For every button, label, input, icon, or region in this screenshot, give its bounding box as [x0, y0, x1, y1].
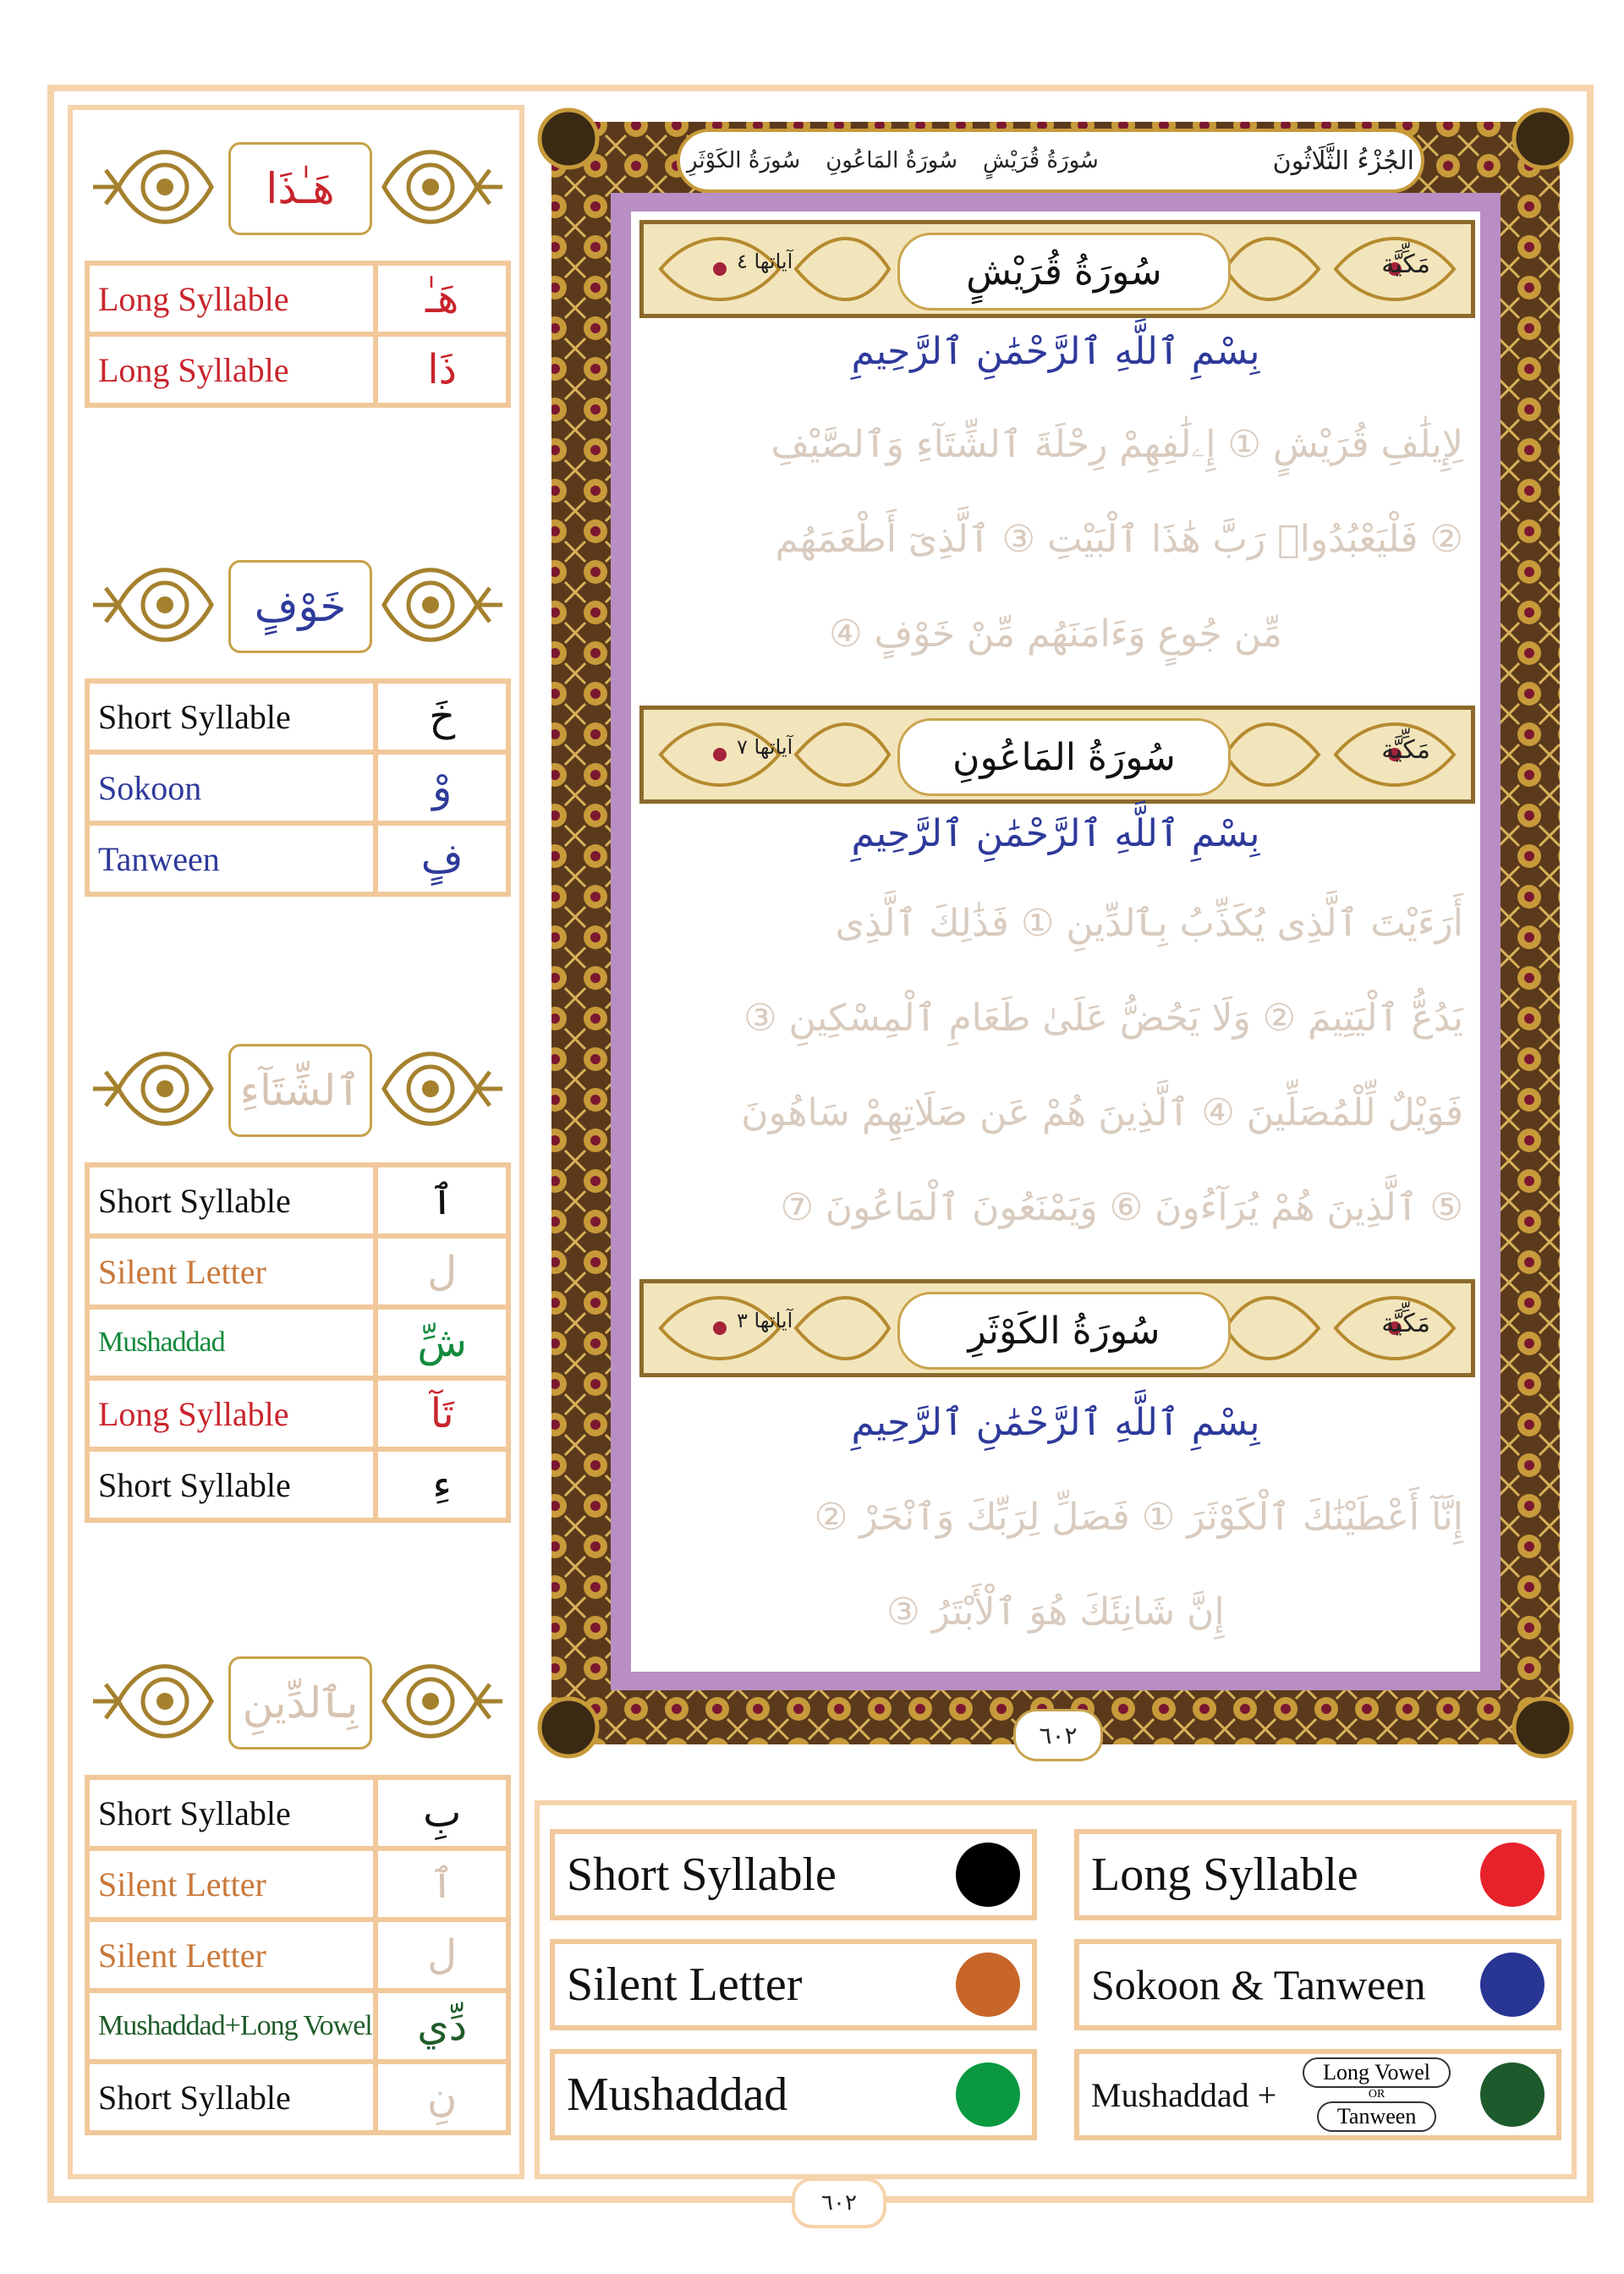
surah-ayat-count: آياتها ٧	[737, 735, 793, 759]
header-surah: سُورَةُ المَاعُونِ	[826, 148, 957, 173]
ayah-line: إِنَّ شَانِئَكَ هُوَ ٱلْأَبْتَرُ ③	[886, 1590, 1225, 1634]
word-header	[85, 1638, 511, 1765]
arabesque-ornament-icon	[376, 1638, 511, 1765]
syllable-letter: ءِ	[376, 1449, 508, 1520]
syllable-label: Long Syllable	[87, 1378, 376, 1449]
surah-name: سُورَةُ قُرَيْشٍ	[897, 233, 1231, 310]
syllable-label: Long Syllable	[87, 334, 376, 405]
tanween-pill: Tanween	[1317, 2101, 1436, 2132]
arabesque-ornament-icon	[376, 1025, 511, 1152]
word-hadha: هَـٰذَا	[228, 142, 372, 235]
legend-short-syllable	[550, 1829, 1037, 1920]
basmala-text: بِسْمِ ٱللَّهِ ٱلرَّحْمَٰنِ ٱلرَّحِيمِ	[851, 330, 1260, 373]
syllable-letter: وْ	[376, 752, 508, 823]
syllable-label: Mushaddad	[87, 1307, 376, 1378]
quran-text-area	[628, 208, 1484, 1675]
table-row	[87, 1378, 508, 1449]
color-dot-icon	[956, 2063, 1020, 2127]
basmala-text: بِسْمِ ٱللَّهِ ٱلرَّحْمَٰنِ ٱلرَّحِيمِ	[851, 812, 1260, 855]
basmala	[631, 812, 1480, 855]
word-block-bid-deen	[85, 1638, 511, 2135]
table-row	[87, 1991, 508, 2062]
legend-label: Silent Letter	[567, 1958, 803, 2011]
surah-banner-maun	[639, 706, 1475, 804]
ayah-line: إِنَّآ أَعْطَيْنَٰكَ ٱلْكَوْثَرَ ① فَصَلِّ لِرَبِّكَ وَٱنْحَرْ ②	[814, 1496, 1463, 1539]
syllable-label: Silent Letter	[87, 1920, 376, 1991]
syllable-letter: هَـٰ	[376, 263, 508, 334]
syllable-label: Tanween	[87, 823, 376, 894]
syllable-letter: دِّي	[376, 1991, 508, 2062]
word-header	[85, 124, 511, 250]
ayah-line: مِّن جُوعٍ وَءَامَنَهُم مِّنْ خَوْفٍ ④	[829, 612, 1282, 656]
legend-label: Short Syllable	[567, 1848, 837, 1901]
table-row	[87, 1920, 508, 1991]
word-ash-shitaa: ٱلشِّتَآءِ	[228, 1044, 372, 1137]
legend-label: Mushaddad +	[1091, 2075, 1277, 2114]
footer-page-number: ٦٠٢	[792, 2178, 886, 2228]
syllable-letter: خَ	[376, 681, 508, 752]
quran-page-number: ٦٠٢	[1013, 1709, 1103, 1761]
syllable-letter: ٱ	[376, 1165, 508, 1236]
long-vowel-or-tanween	[1285, 2057, 1468, 2132]
long-vowel-pill: Long Vowel	[1303, 2057, 1451, 2088]
syllable-table	[85, 1162, 511, 1523]
word-bid-deen: بِٱلدِّينِ	[228, 1656, 372, 1749]
ayah-line: ⑤ ٱلَّذِينَ هُمْ يُرَآءُونَ ⑥ وَيَمْنَعُونَ ٱلْمَاعُونَ ⑦	[780, 1186, 1463, 1229]
syllable-letter: تَآ	[376, 1378, 508, 1449]
syllable-label: Silent Letter	[87, 1848, 376, 1920]
table-row	[87, 1165, 508, 1236]
syllable-label: Short Syllable	[87, 1165, 376, 1236]
syllable-letter: ل	[376, 1236, 508, 1307]
legend-silent-letter	[550, 1939, 1037, 2030]
syllable-breakdown-panel	[68, 105, 524, 2179]
syllable-letter: شِّ	[376, 1307, 508, 1378]
syllable-letter: بِ	[376, 1777, 508, 1848]
word-block-hadha	[85, 124, 511, 408]
color-legend	[535, 1800, 1577, 2179]
ayah-line: ② فَلْيَعْبُدُوا۟ رَبَّ هَٰذَا ٱلْبَيْتِ ③ ٱلَّذِىٓ أَطْعَمَهُم	[775, 518, 1463, 561]
basmala-text: بِسْمِ ٱللَّهِ ٱلرَّحْمَٰنِ ٱلرَّحِيمِ	[851, 1401, 1260, 1444]
syllable-letter: ل	[376, 1920, 508, 1991]
surah-banner-kawthar	[639, 1279, 1475, 1377]
legend-mushaddad	[550, 2049, 1037, 2140]
arabesque-ornament-icon	[376, 541, 511, 668]
table-row	[87, 1777, 508, 1848]
arabesque-ornament-icon	[85, 1638, 220, 1765]
ayah-line: أَرَءَيْتَ ٱلَّذِى يُكَذِّبُ بِٱلدِّينِ ① فَذَٰلِكَ ٱلَّذِى	[835, 902, 1463, 945]
legend-long-syllable	[1074, 1829, 1561, 1920]
surah-ayat-count: آياتها ٤	[737, 250, 793, 273]
table-row	[87, 2062, 508, 2133]
syllable-label: Sokoon	[87, 752, 376, 823]
legend-label: Sokoon & Tanween	[1091, 1961, 1426, 2008]
table-row	[87, 1848, 508, 1920]
syllable-letter: ذَا	[376, 334, 508, 405]
legend-sokoon-tanween	[1074, 1939, 1561, 2030]
syllable-table	[85, 261, 511, 408]
word-block-khawf	[85, 541, 511, 897]
header-surah: سُورَةُ الكَوْثَرِ	[687, 148, 801, 173]
basmala	[631, 1401, 1480, 1444]
color-dot-icon	[1480, 1953, 1544, 2017]
page-header	[687, 130, 1414, 191]
juz-title: الجُزْءُ الثَّلَاثُونَ	[1272, 146, 1414, 176]
arabesque-ornament-icon	[85, 541, 220, 668]
syllable-label: Short Syllable	[87, 1777, 376, 1848]
ayah-line: فَوَيْلٌ لِّلْمُصَلِّينَ ④ ٱلَّذِينَ هُمْ عَن صَلَاتِهِمْ سَاهُونَ	[741, 1091, 1463, 1134]
surah-type: مَكِّيَّة	[1381, 1309, 1430, 1338]
syllable-letter: ٱ	[376, 1848, 508, 1920]
or-label: OR	[1368, 2088, 1385, 2101]
table-row	[87, 752, 508, 823]
surah-ayat-count: آياتها ٣	[737, 1309, 793, 1332]
header-surah-list	[687, 148, 1099, 173]
table-row	[87, 1449, 508, 1520]
color-dot-icon	[956, 1843, 1020, 1907]
syllable-label: Short Syllable	[87, 1449, 376, 1520]
color-dot-icon	[956, 1953, 1020, 2017]
ayah-line: لِإِيلَٰفِ قُرَيْشٍ ① إِۦلَٰفِهِمْ رِحْلَةَ ٱلشِّتَآءِ وَٱلصَّيْفِ	[771, 423, 1463, 466]
ayah-line: يَدُعُّ ٱلْيَتِيمَ ② وَلَا يَحُضُّ عَلَىٰ طَعَامِ ٱلْمِسْكِينِ ③	[743, 997, 1463, 1040]
surah-banner-quraysh	[639, 220, 1475, 318]
table-row	[87, 1236, 508, 1307]
color-dot-icon	[1480, 2063, 1544, 2127]
syllable-letter: نِ	[376, 2062, 508, 2133]
table-row	[87, 334, 508, 405]
syllable-label: Long Syllable	[87, 263, 376, 334]
legend-label: Long Syllable	[1091, 1848, 1358, 1901]
arabesque-ornament-icon	[376, 124, 511, 250]
table-row	[87, 681, 508, 752]
table-row	[87, 823, 508, 894]
word-header	[85, 541, 511, 668]
word-block-ash-shitaa	[85, 1025, 511, 1523]
surah-name: سُورَةُ المَاعُونِ	[897, 718, 1231, 796]
color-dot-icon	[1480, 1843, 1544, 1907]
syllable-label: Short Syllable	[87, 681, 376, 752]
syllable-table	[85, 678, 511, 897]
syllable-label: Silent Letter	[87, 1236, 376, 1307]
syllable-label: Mushaddad+Long Vowel	[87, 1991, 376, 2062]
word-header	[85, 1025, 511, 1152]
surah-type: مَكِّيَّة	[1381, 250, 1430, 279]
syllable-letter: فٍ	[376, 823, 508, 894]
table-row	[87, 1307, 508, 1378]
syllable-label: Short Syllable	[87, 2062, 376, 2133]
surah-type: مَكِّيَّة	[1381, 735, 1430, 765]
surah-name: سُورَةُ الكَوْثَرِ	[897, 1292, 1231, 1370]
quran-page	[535, 105, 1577, 1761]
arabesque-ornament-icon	[85, 1025, 220, 1152]
header-surah: سُورَةُ قُرَيْشٍ	[982, 148, 1099, 173]
word-khawf: خَوْفٍ	[228, 560, 372, 653]
table-row	[87, 263, 508, 334]
basmala	[631, 330, 1480, 373]
legend-label: Mushaddad	[567, 2068, 788, 2121]
arabesque-ornament-icon	[85, 124, 220, 250]
legend-mushaddad-long-vowel	[1074, 2049, 1561, 2140]
syllable-table	[85, 1775, 511, 2135]
